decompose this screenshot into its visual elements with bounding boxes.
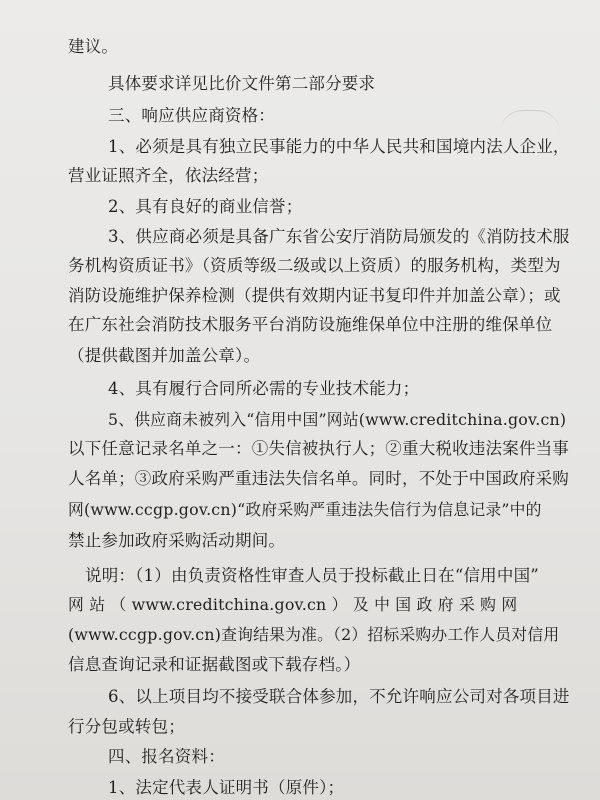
text-line: 1、必须是具有独立民事能力的中华人民共和国境内法人企业， — [108, 136, 570, 156]
text-line: 4、具有履行合同所必需的专业技术能力； — [108, 378, 420, 398]
text-line: 以下任意记录名单之一：①失信被执行人；②重大税收违法案件当事 — [68, 439, 569, 459]
text-line: 在广东社会消防技术服务平台消防设施维保单位中注册的维保单位 — [68, 315, 553, 335]
text-line: 人名单；③政府采购严重违法失信名单。同时，不处于中国政府采购 — [68, 469, 569, 489]
text-line: 行分包或转包； — [68, 716, 185, 736]
text-line: 营业证照齐全，依法经营； — [68, 166, 269, 186]
text-line: 建议。 — [68, 37, 119, 56]
text-line: 网(www.ccgp.gov.cn)“政府采购严重违法失信行为信息记录”中的 — [68, 500, 542, 520]
section-heading: 三、响应供应商资格： — [108, 105, 275, 125]
text-line: 信息查询记录和证据截图或下载存档。） — [68, 655, 361, 675]
text-line: 具体要求详见比价文件第二部分要求 — [108, 73, 376, 93]
text-line: （提供截图并加盖公章）。 — [68, 345, 261, 365]
text-line: 1、法定代表人证明书（原件）； — [108, 778, 345, 797]
text-line: 消防设施维护保养检测（提供有效期内证书复印件并加盖公章）；或 — [68, 286, 561, 306]
text-line: (www.ccgp.gov.cn)查询结果为准。（2）招标采购办工作人员对信用 — [68, 625, 560, 645]
section-heading: 四、报名资料： — [108, 746, 225, 766]
text-line: 说明：（1）由负责资格性审查人员于投标截止日在“信用中国” — [85, 565, 539, 585]
text-line: 2、具有良好的商业信誉； — [108, 197, 303, 217]
text-line: 网 站 （ www.creditchina.gov.cn ） 及 中 国 政 府 采 购 网 — [68, 594, 518, 614]
text-line: 务机构资质证书》（资质等级二级或以上资质）的服务机构，类型为 — [68, 255, 561, 275]
text-line: 3、供应商必须是具备广东省公安厅消防局颁发的《消防技术服 — [108, 226, 570, 246]
page-shadow-decoration — [500, 110, 560, 133]
text-line: 禁止参加政府采购活动期间。 — [68, 530, 286, 550]
text-line: 6、以上项目均不接受联合体参加，不允许响应公司对各项目进 — [108, 687, 570, 707]
text-line: 5、供应商未被列入“信用中国”网站(www.creditchina.gov.cn) — [108, 409, 567, 429]
